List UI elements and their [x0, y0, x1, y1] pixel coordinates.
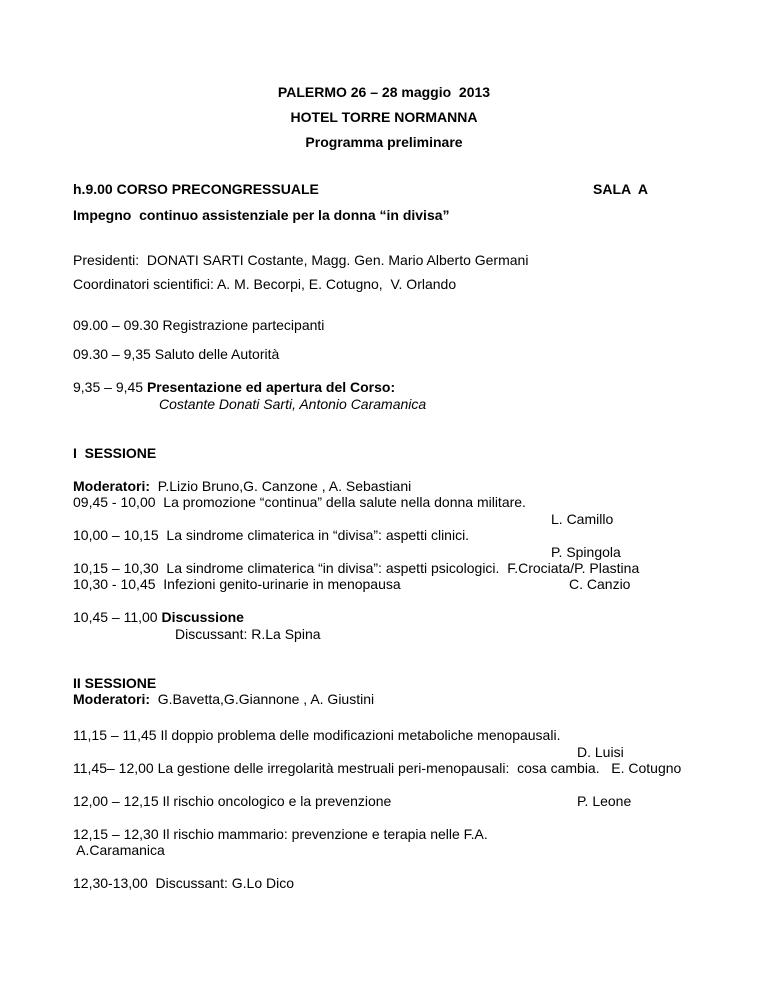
session1-talk4: 10,30 - 10,45 Infezioni genito-urinarie in menopausa: [73, 576, 401, 592]
session2-discussant: 12,30-13,00 Discussant: G.Lo Dico: [73, 875, 295, 891]
presentation-speakers: Costante Donati Sarti, Antonio Caramanica: [159, 396, 427, 412]
session1-discussion-time: 10,45 – 11,00: [73, 609, 162, 625]
registration-line: 09.00 – 09.30 Registrazione partecipanti: [73, 317, 325, 333]
session1-discussant: Discussant: R.La Spina: [175, 626, 321, 642]
session2-talk2: 11,45– 12,00 La gestione delle irregolarità mestruali peri-menopausali: cosa cambia. E. Cotugno: [73, 760, 682, 776]
session1-moderators: [73, 478, 411, 495]
course-presidents: Presidenti: DONATI SARTI Costante, Magg. Gen. Mario Alberto Germani: [73, 252, 529, 268]
session1-talk1: 09,45 - 10,00 La promozione “continua” della salute nella donna militare.: [73, 494, 526, 510]
session2-moderators: [73, 691, 374, 708]
session1-discussion-title: Discussione: [161, 609, 244, 625]
session1-discussion: [73, 609, 244, 626]
session2-title: II SESSIONE: [73, 675, 157, 691]
session2-talk1-speaker: D. Luisi: [577, 744, 624, 760]
session1-talk4-speaker: C. Canzio: [569, 576, 631, 592]
course-subtitle: Impegno continuo assistenziale per la donna “in divisa”: [73, 207, 450, 223]
course-coordinators: Coordinatori scientifici: A. M. Becorpi, E. Cotugno, V. Orlando: [73, 276, 457, 292]
session2-talk3-speaker: P. Leone: [577, 793, 632, 809]
session1-talk2: 10,00 – 10,15 La sindrome climaterica in “divisa”: aspetti clinici.: [73, 527, 470, 543]
session2-talk4-speaker: A.Caramanica: [73, 842, 165, 858]
session1-talk2-speaker: P. Spingola: [551, 544, 621, 560]
program-title: Programma preliminare: [305, 134, 463, 150]
session2-talk3: 12,00 – 12,15 Il rischio oncologico e la prevenzione: [73, 793, 392, 809]
greeting-line: 09.30 – 9,35 Saluto delle Autorità: [73, 346, 280, 362]
session1-moderators-names: P.Lizio Bruno,G. Canzone , A. Sebastiani: [150, 478, 412, 494]
session1-moderators-label: Moderatori:: [73, 478, 150, 494]
event-venue: HOTEL TORRE NORMANNA: [290, 109, 478, 125]
course-room: SALA A: [593, 181, 648, 197]
session2-moderators-label: Moderatori:: [73, 691, 150, 707]
course-title: h.9.00 CORSO PRECONGRESSUALE: [73, 181, 319, 197]
session2-talk4: 12,15 – 12,30 Il rischio mammario: prevenzione e terapia nelle F.A.: [73, 826, 488, 842]
session2-talk1: 11,15 – 11,45 Il doppio problema delle modificazioni metaboliche menopausali.: [73, 727, 561, 743]
event-city-dates: PALERMO 26 – 28 maggio 2013: [277, 84, 491, 100]
presentation-time: 9,35 – 9,45: [73, 379, 147, 395]
session1-title: I SESSIONE: [73, 445, 157, 461]
presentation-line: [73, 379, 395, 396]
session2-moderators-names: G.Bavetta,G.Giannone , A. Giustini: [150, 691, 375, 707]
session1-talk1-speaker: L. Camillo: [551, 511, 614, 527]
presentation-title: Presentazione ed apertura del Corso:: [146, 379, 396, 395]
session1-talk3: 10,15 – 10,30 La sindrome climaterica “in divisa”: aspetti psicologici. F.Crociata/P. Plastina: [73, 560, 640, 576]
